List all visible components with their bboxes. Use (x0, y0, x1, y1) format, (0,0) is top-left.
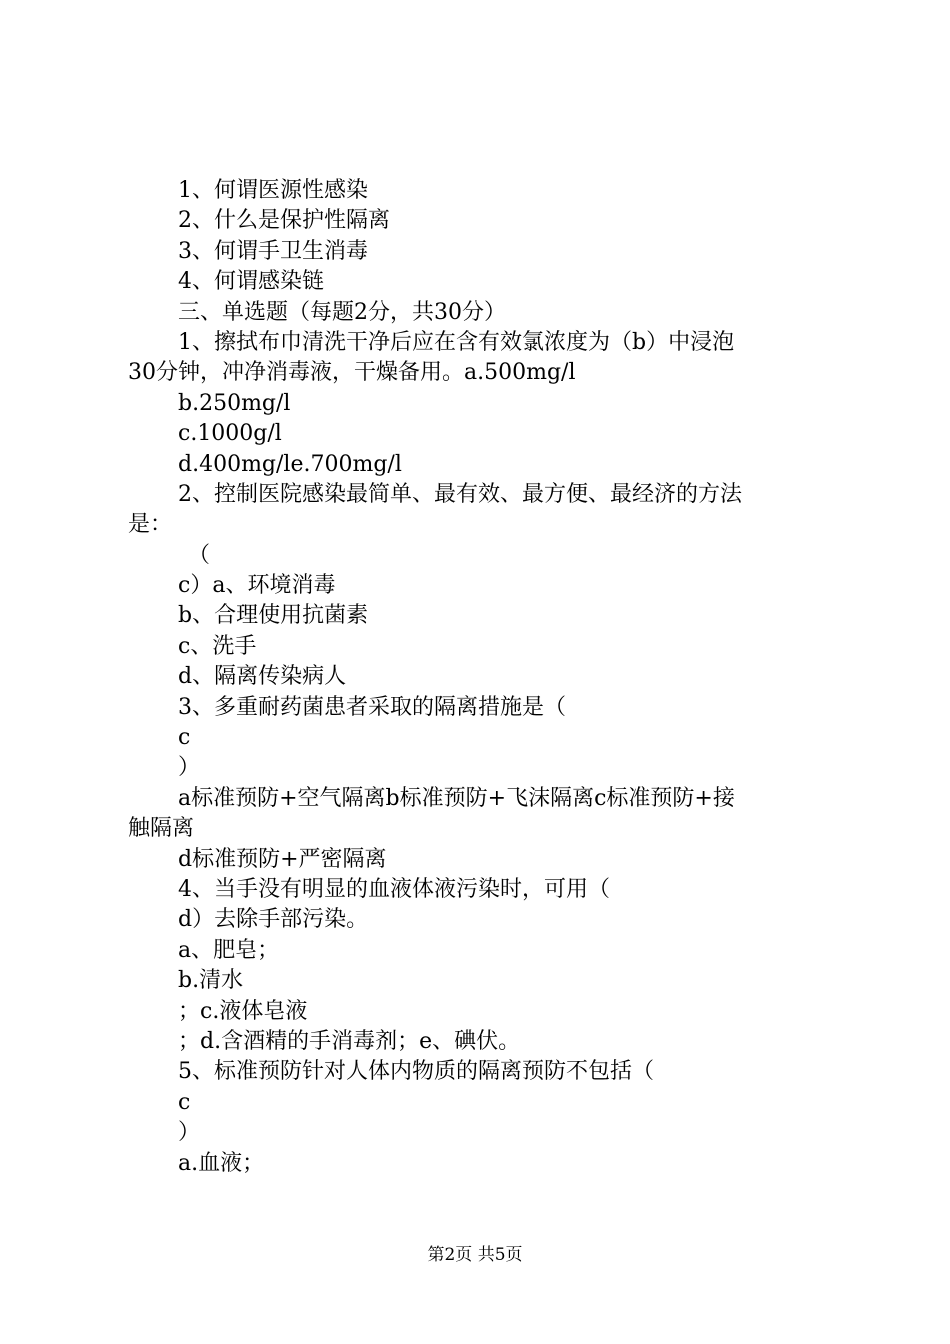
question-line: 2、什么是保护性隔离 (178, 208, 390, 234)
question-line: 3、何谓手卫生消毒 (178, 238, 368, 264)
question-line: 4、当手没有明显的血液体液污染时，可用（ (178, 876, 610, 902)
option-line: ；d.含酒精的手消毒剂；e、碘伏。 (178, 1028, 521, 1054)
option-line: a、肥皂； (178, 937, 280, 963)
option-line: 触隔离 (128, 816, 195, 842)
option-line: d、隔离传染病人 (178, 664, 347, 690)
question-line: 4、何谓感染链 (178, 269, 324, 295)
answer-letter: c (178, 725, 191, 751)
answer-letter: c (178, 1089, 191, 1115)
option-line: c）a、环境消毒 (178, 573, 336, 599)
document-body (128, 176, 833, 1179)
option-line: d）去除手部污染。 (178, 907, 369, 933)
question-line: 1、何谓医源性感染 (178, 178, 368, 203)
option-line: b.清水 (178, 968, 244, 994)
option-line: c.1000g/l (178, 421, 282, 447)
section-heading: 三、单选题（每题2分，共30分） (178, 299, 506, 325)
question-line: 1、擦拭布巾清洗干净后应在含有效氯浓度为（b）中浸泡 (178, 329, 735, 355)
option-line: c、洗手 (178, 633, 257, 659)
option-line: a标准预防+空气隔离b标准预防+飞沫隔离c标准预防+接 (178, 785, 735, 811)
question-line: 30分钟，冲净消毒液，干燥备用。a.500mg/l (128, 360, 576, 386)
question-line: 5、标准预防针对人体内物质的隔离预防不包括（ (178, 1059, 654, 1085)
option-line: d.400mg/le.700mg/l (178, 451, 402, 477)
question-line: 3、多重耐药菌患者采取的隔离措施是（ (178, 694, 566, 720)
question-line: 2、控制医院感染最简单、最有效、最方便、最经济的方法 (178, 481, 742, 507)
answer-paren: ） (178, 755, 201, 781)
option-line: b、合理使用抗菌素 (178, 603, 369, 629)
option-line: b.250mg/l (178, 390, 291, 416)
question-line: 是： (128, 512, 173, 538)
option-line: ；c.液体皂液 (178, 998, 308, 1024)
option-line: d标准预防+严密隔离 (178, 846, 387, 872)
answer-paren: ） (178, 1120, 201, 1146)
page-number-footer: 第2页 共5页 (427, 1245, 523, 1265)
option-line: a.血液； (178, 1150, 265, 1176)
answer-paren: （ (188, 542, 211, 568)
